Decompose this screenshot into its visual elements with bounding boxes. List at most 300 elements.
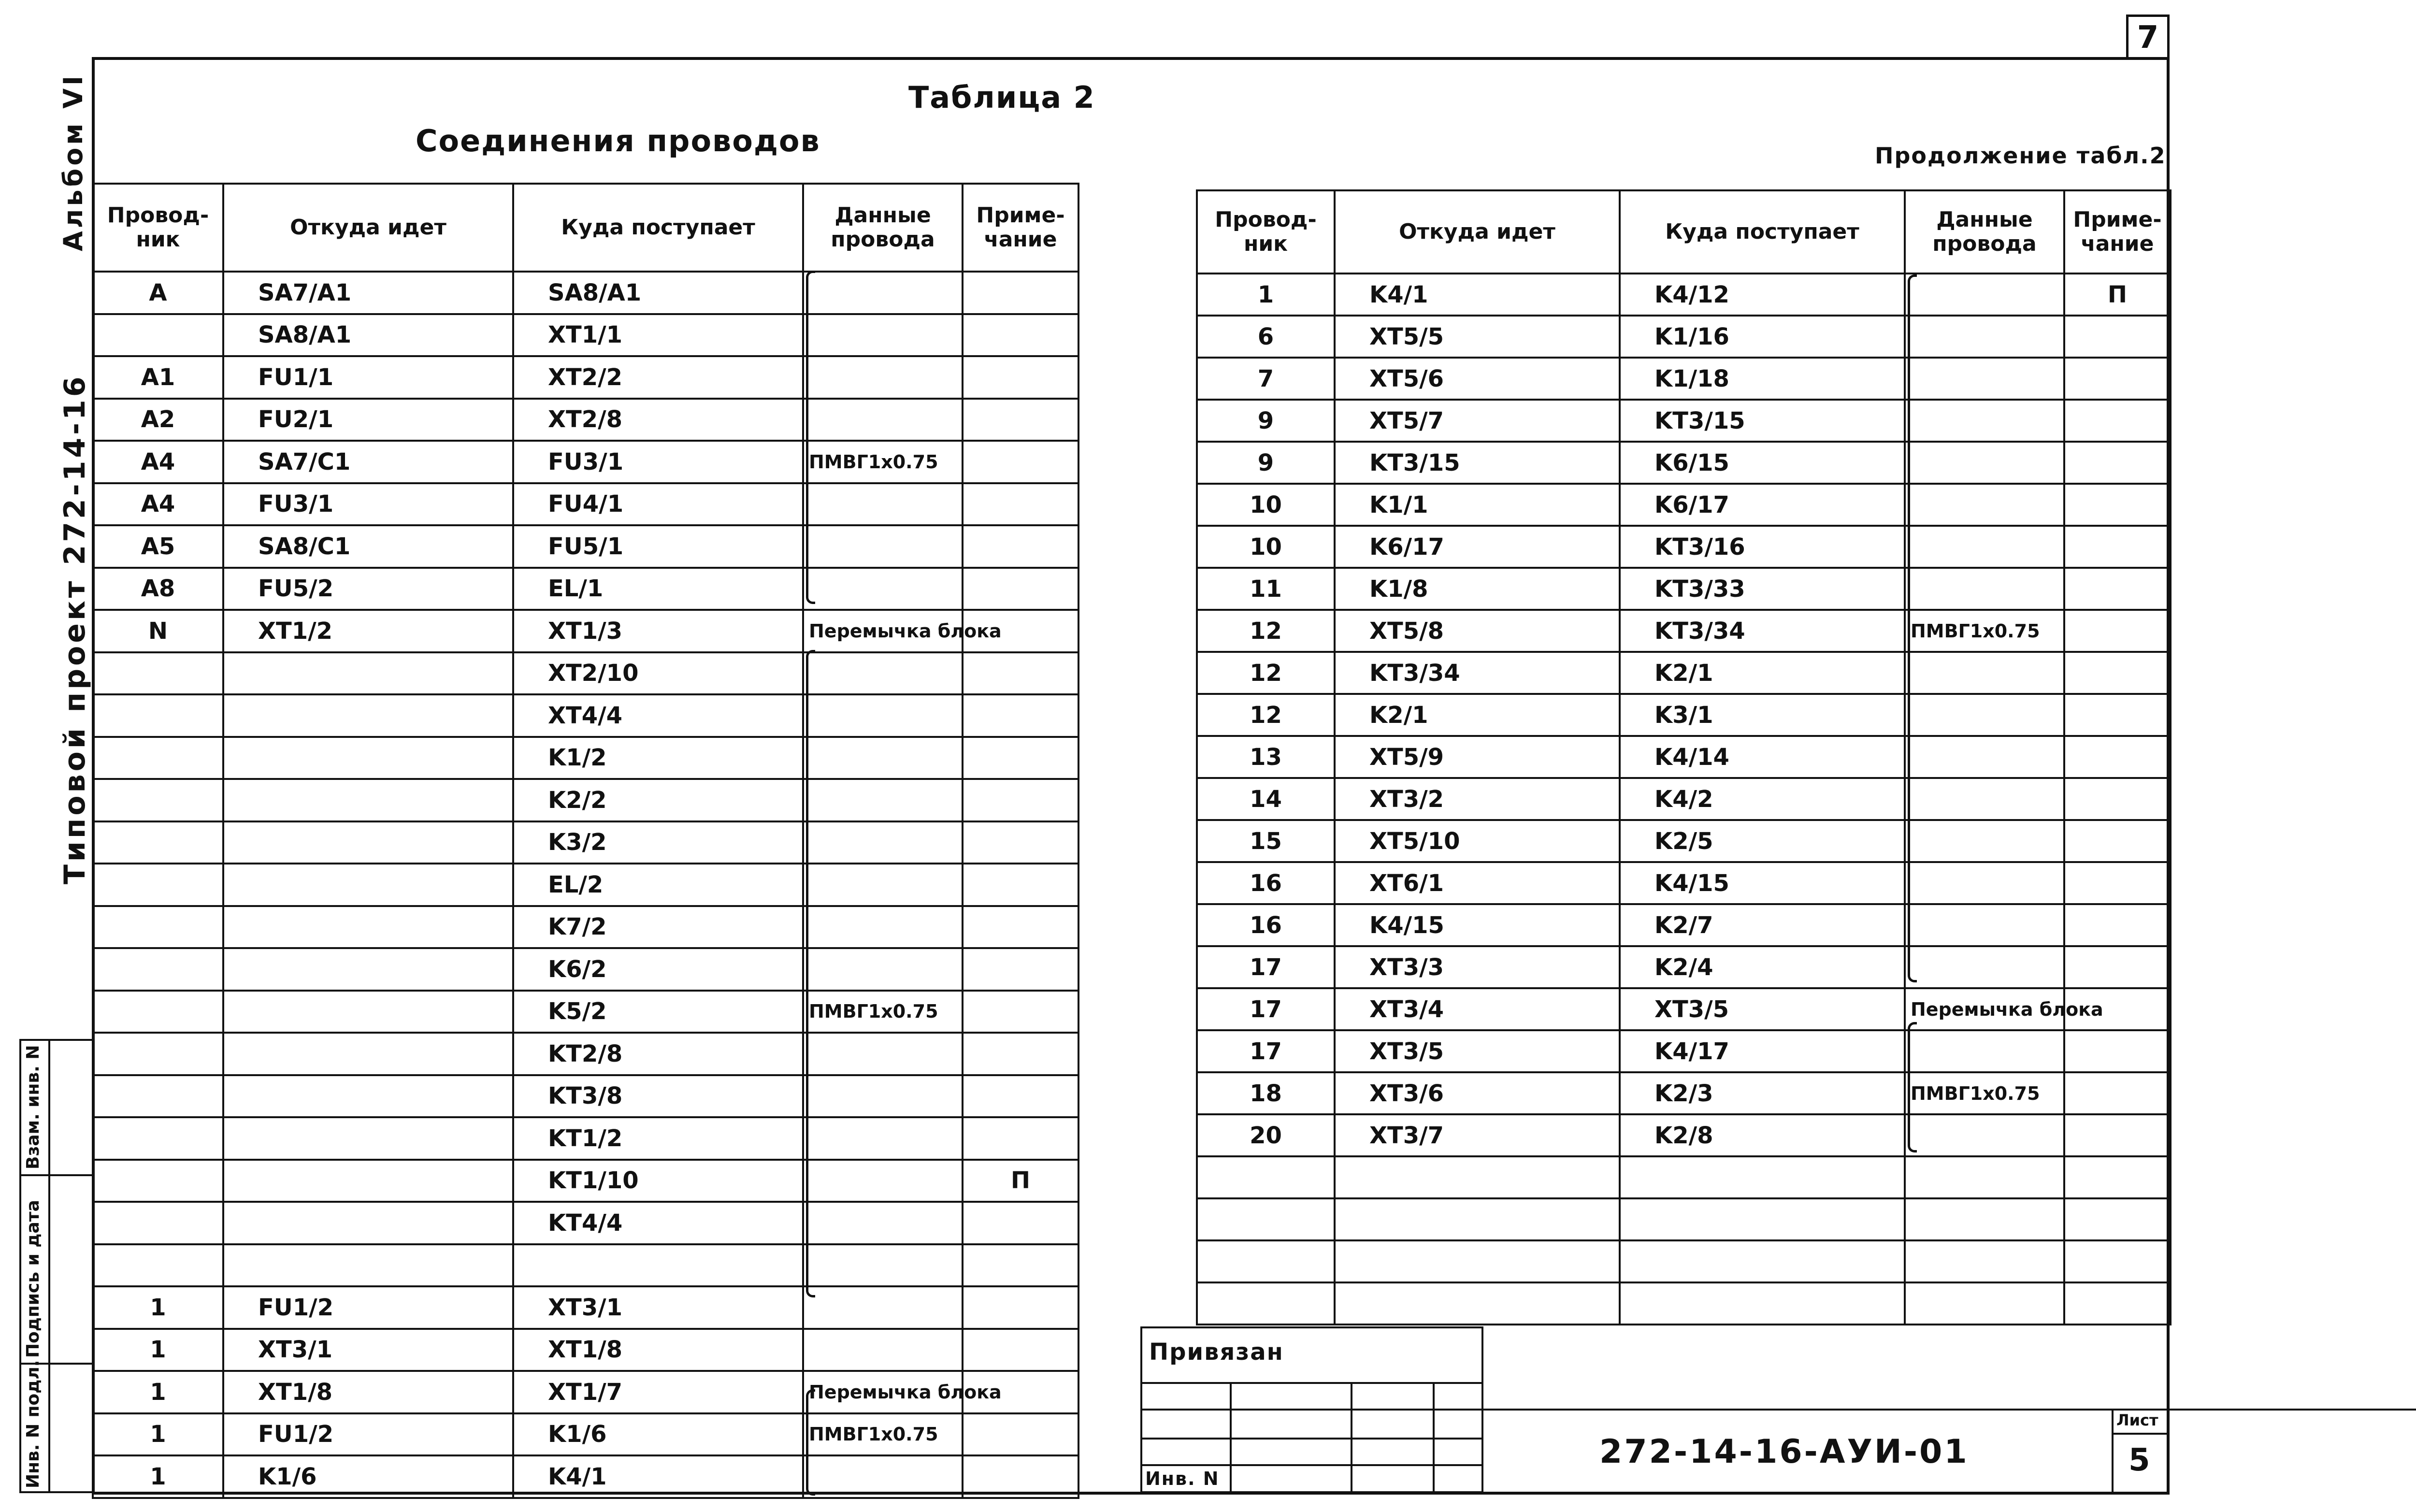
to-cell: K3/2 <box>513 821 803 864</box>
wire-cell <box>93 1202 223 1244</box>
table-row <box>1197 526 2171 568</box>
stamp-line-1 <box>1140 1382 1483 1384</box>
table-row <box>1197 1282 2171 1325</box>
from-cell <box>223 991 513 1033</box>
table-row <box>93 1286 1079 1329</box>
data-cell <box>1905 1114 2064 1156</box>
from-cell: XT5/9 <box>1335 736 1620 778</box>
wire-cell: 12 <box>1197 610 1335 652</box>
left-table-label: Таблица 2 <box>908 80 1095 115</box>
data-cell <box>1905 904 2064 946</box>
note-cell <box>2064 820 2171 862</box>
table-row <box>1197 904 2171 946</box>
to-cell: K2/8 <box>1620 1114 1905 1156</box>
from-cell: XT5/5 <box>1335 316 1620 358</box>
header-note: Приме-чание <box>963 184 1079 272</box>
data-cell <box>1905 1240 2064 1282</box>
to-cell: KT3/16 <box>1620 526 1905 568</box>
note-cell <box>2064 862 2171 904</box>
from-cell <box>223 652 513 695</box>
to-cell: K4/12 <box>1620 274 1905 316</box>
list-label: Лист <box>2116 1411 2158 1429</box>
wire-cell: A <box>93 272 223 314</box>
data-cell <box>803 737 963 779</box>
note-cell <box>963 779 1079 821</box>
wire-cell: 12 <box>1197 652 1335 694</box>
from-cell: K4/15 <box>1335 904 1620 946</box>
data-cell <box>803 1202 963 1244</box>
from-cell: FU1/2 <box>223 1413 513 1456</box>
data-brace <box>806 271 815 604</box>
note-cell <box>2064 694 2171 736</box>
from-cell: SA8/C1 <box>223 525 513 568</box>
wire-cell <box>93 821 223 864</box>
table-row <box>1197 400 2171 442</box>
privyazan-label: Привязан <box>1149 1339 1284 1366</box>
to-cell <box>513 1244 803 1287</box>
to-cell: XT1/7 <box>513 1371 803 1413</box>
side-vzam-inv: Взам. инв. N <box>23 1045 43 1169</box>
wire-cell: 15 <box>1197 820 1335 862</box>
table-row <box>93 737 1079 779</box>
to-cell: K1/2 <box>513 737 803 779</box>
stamp-line-2 <box>1140 1409 2416 1411</box>
wire-cell <box>93 652 223 695</box>
note-cell <box>2064 1198 2171 1240</box>
wire-cell: 10 <box>1197 484 1335 526</box>
note-cell <box>2064 946 2171 988</box>
table-row <box>93 821 1079 864</box>
wire-cell <box>93 1075 223 1118</box>
to-cell: K2/2 <box>513 779 803 821</box>
note-cell <box>963 483 1079 526</box>
to-cell: XT1/1 <box>513 314 803 357</box>
data-cell <box>803 1117 963 1160</box>
from-cell: XT5/8 <box>1335 610 1620 652</box>
wire-cell <box>93 1117 223 1160</box>
note-cell <box>963 652 1079 695</box>
wire-cell: N <box>93 610 223 652</box>
table-row <box>93 399 1079 441</box>
from-cell: XT3/4 <box>1335 988 1620 1030</box>
data-cell <box>803 525 963 568</box>
data-cell <box>803 948 963 991</box>
note-cell <box>2064 1156 2171 1198</box>
data-cell: ПМВГ1х0.75 <box>803 441 963 483</box>
note-cell <box>2064 610 2171 652</box>
from-cell <box>223 1160 513 1202</box>
header-note: Приме-чание <box>2064 190 2171 274</box>
note-cell <box>963 356 1079 399</box>
wire-cell <box>93 737 223 779</box>
table-row <box>1197 778 2171 820</box>
to-cell: FU5/1 <box>513 525 803 568</box>
from-cell: K6/17 <box>1335 526 1620 568</box>
note-cell <box>2064 568 2171 610</box>
wire-cell: A2 <box>93 399 223 441</box>
table-row <box>93 314 1079 357</box>
data-cell <box>1905 274 2064 316</box>
table-row <box>93 1033 1079 1075</box>
to-cell: K7/2 <box>513 906 803 949</box>
table-row <box>93 1371 1079 1413</box>
note-cell <box>963 1286 1079 1329</box>
note-cell <box>963 314 1079 357</box>
wire-cell <box>93 1160 223 1202</box>
from-cell: SA8/A1 <box>223 314 513 357</box>
note-cell <box>963 441 1079 483</box>
wire-cell: 7 <box>1197 358 1335 400</box>
table-row <box>93 1244 1079 1287</box>
note-cell <box>2064 1240 2171 1282</box>
note-cell: П <box>963 1160 1079 1202</box>
data-cell <box>803 1033 963 1075</box>
data-cell <box>803 1160 963 1202</box>
left-header-row <box>93 184 1079 272</box>
data-brace <box>1908 274 1917 982</box>
data-cell <box>1905 736 2064 778</box>
note-cell <box>2064 778 2171 820</box>
data-cell: ПМВГ1х0.75 <box>803 1413 963 1456</box>
wire-cell: A4 <box>93 483 223 526</box>
table-row <box>1197 442 2171 484</box>
from-cell <box>223 948 513 991</box>
to-cell: XT4/4 <box>513 694 803 737</box>
data-cell <box>1905 1156 2064 1198</box>
right-table-continuation: Продолжение табл.2 <box>1875 143 2166 169</box>
data-cell <box>1905 568 2064 610</box>
data-cell <box>803 1244 963 1287</box>
table-row <box>93 906 1079 949</box>
data-cell: ПМВГ1х0.75 <box>803 991 963 1033</box>
from-cell: FU1/1 <box>223 356 513 399</box>
frame-top <box>92 57 2170 60</box>
data-brace <box>806 1389 815 1496</box>
wire-cell: 1 <box>93 1371 223 1413</box>
data-cell <box>803 272 963 314</box>
table-row <box>93 441 1079 483</box>
from-cell <box>223 906 513 949</box>
data-cell <box>803 356 963 399</box>
inv-n-label: Инв. N <box>1145 1468 1220 1489</box>
note-cell <box>2064 442 2171 484</box>
to-cell: XT3/1 <box>513 1286 803 1329</box>
from-cell <box>1335 1198 1620 1240</box>
wire-cell <box>93 948 223 991</box>
table-row <box>1197 1114 2171 1156</box>
to-cell: K5/2 <box>513 991 803 1033</box>
to-cell: K6/17 <box>1620 484 1905 526</box>
from-cell: XT6/1 <box>1335 862 1620 904</box>
album-label: Альбом VI <box>58 72 88 251</box>
data-cell: Перемычка блока <box>1905 988 2064 1030</box>
note-cell <box>963 1329 1079 1371</box>
side-inv-podl: Инв. N подл. <box>23 1360 43 1488</box>
wire-cell: A8 <box>93 568 223 610</box>
to-cell: K2/7 <box>1620 904 1905 946</box>
header-data: Данные провода <box>1905 190 2064 274</box>
data-cell: Перемычка блока <box>803 610 963 652</box>
data-cell <box>1905 778 2064 820</box>
data-cell <box>803 314 963 357</box>
data-cell <box>803 568 963 610</box>
from-cell <box>223 821 513 864</box>
table-row <box>1197 820 2171 862</box>
from-cell: K2/1 <box>1335 694 1620 736</box>
wire-cell <box>1197 1282 1335 1325</box>
doc-code: 272-14-16-АУИ-01 <box>1599 1433 1969 1471</box>
project-label: Типовой проект 272-14-16 <box>58 374 92 884</box>
wire-cell: 10 <box>1197 526 1335 568</box>
note-cell <box>2064 526 2171 568</box>
data-cell <box>1905 694 2064 736</box>
from-cell <box>223 1117 513 1160</box>
note-cell <box>963 1455 1079 1498</box>
wire-cell: 1 <box>93 1455 223 1498</box>
to-cell: KT4/4 <box>513 1202 803 1244</box>
side-stamp-divider-1 <box>19 1174 95 1176</box>
note-cell <box>963 525 1079 568</box>
note-cell <box>2064 1282 2171 1325</box>
table-row <box>93 1329 1079 1371</box>
wire-cell: A1 <box>93 356 223 399</box>
to-cell: K2/4 <box>1620 946 1905 988</box>
from-cell <box>223 737 513 779</box>
from-cell: FU1/2 <box>223 1286 513 1329</box>
to-cell: XT1/3 <box>513 610 803 652</box>
left-connections-table <box>92 183 1079 1499</box>
header-data: Данные провода <box>803 184 963 272</box>
wire-cell: 6 <box>1197 316 1335 358</box>
wire-cell: 9 <box>1197 442 1335 484</box>
table-row <box>1197 862 2171 904</box>
to-cell: XT1/8 <box>513 1329 803 1371</box>
from-cell <box>1335 1282 1620 1325</box>
wire-cell: 17 <box>1197 1030 1335 1072</box>
from-cell: XT3/2 <box>1335 778 1620 820</box>
table-row <box>1197 1198 2171 1240</box>
table-row <box>93 1413 1079 1456</box>
table-row <box>1197 358 2171 400</box>
table-row <box>93 991 1079 1033</box>
stamp-line-4 <box>1140 1464 1483 1466</box>
header-wire: Провод-ник <box>93 184 223 272</box>
wire-cell: 13 <box>1197 736 1335 778</box>
note-cell <box>963 694 1079 737</box>
to-cell: K4/15 <box>1620 862 1905 904</box>
wire-cell: 20 <box>1197 1114 1335 1156</box>
to-cell: SA8/A1 <box>513 272 803 314</box>
side-stamp-divider-v <box>48 1039 50 1493</box>
from-cell <box>1335 1156 1620 1198</box>
note-cell <box>2064 1072 2171 1114</box>
stamp-vline-1 <box>1230 1382 1232 1493</box>
table-row <box>1197 274 2171 316</box>
wire-cell <box>93 991 223 1033</box>
wire-cell <box>1197 1240 1335 1282</box>
data-cell <box>1905 526 2064 568</box>
to-cell: K6/2 <box>513 948 803 991</box>
to-cell: EL/1 <box>513 568 803 610</box>
to-cell <box>1620 1198 1905 1240</box>
note-cell <box>963 864 1079 906</box>
to-cell: K1/6 <box>513 1413 803 1456</box>
from-cell: XT3/3 <box>1335 946 1620 988</box>
wire-cell <box>93 1244 223 1287</box>
note-cell <box>963 991 1079 1033</box>
table-row <box>1197 484 2171 526</box>
data-cell <box>1905 1282 2064 1325</box>
data-cell <box>803 694 963 737</box>
data-cell <box>803 1286 963 1329</box>
data-cell <box>803 399 963 441</box>
table-row <box>93 356 1079 399</box>
to-cell: K2/1 <box>1620 652 1905 694</box>
from-cell: K1/1 <box>1335 484 1620 526</box>
from-cell <box>223 1033 513 1075</box>
from-cell: XT1/2 <box>223 610 513 652</box>
from-cell: KT3/34 <box>1335 652 1620 694</box>
from-cell: XT5/6 <box>1335 358 1620 400</box>
data-cell <box>1905 820 2064 862</box>
wire-cell: A4 <box>93 441 223 483</box>
from-cell <box>223 1202 513 1244</box>
data-brace <box>806 650 815 1297</box>
data-cell <box>1905 484 2064 526</box>
to-cell: K1/16 <box>1620 316 1905 358</box>
data-cell <box>803 906 963 949</box>
data-cell <box>803 864 963 906</box>
wire-cell: 1 <box>93 1329 223 1371</box>
note-cell <box>963 1075 1079 1118</box>
note-cell <box>2064 484 2171 526</box>
wire-cell: 12 <box>1197 694 1335 736</box>
wire-cell: 1 <box>93 1286 223 1329</box>
note-cell <box>2064 652 2171 694</box>
from-cell: KT3/15 <box>1335 442 1620 484</box>
data-cell: Перемычка блока <box>803 1371 963 1413</box>
table-row <box>93 525 1079 568</box>
table-row <box>1197 736 2171 778</box>
data-cell <box>1905 358 2064 400</box>
from-cell: FU5/2 <box>223 568 513 610</box>
to-cell <box>1620 1282 1905 1325</box>
wire-cell <box>93 314 223 357</box>
to-cell: K4/1 <box>513 1455 803 1498</box>
from-cell: XT3/1 <box>223 1329 513 1371</box>
table-row <box>1197 316 2171 358</box>
from-cell: XT1/8 <box>223 1371 513 1413</box>
wire-cell <box>93 1033 223 1075</box>
from-cell <box>223 1244 513 1287</box>
wire-cell <box>93 694 223 737</box>
wire-cell: 1 <box>1197 274 1335 316</box>
data-cell <box>1905 442 2064 484</box>
to-cell: KT2/8 <box>513 1033 803 1075</box>
table-row <box>93 610 1079 652</box>
wire-cell: 16 <box>1197 862 1335 904</box>
from-cell: K1/8 <box>1335 568 1620 610</box>
table-row <box>1197 652 2171 694</box>
from-cell: XT3/6 <box>1335 1072 1620 1114</box>
list-number: 5 <box>2128 1442 2151 1478</box>
to-cell: XT3/5 <box>1620 988 1905 1030</box>
to-cell: KT1/2 <box>513 1117 803 1160</box>
table-row <box>93 1160 1079 1202</box>
stamp-line-3 <box>1140 1438 1483 1440</box>
wire-cell: A5 <box>93 525 223 568</box>
from-cell <box>223 694 513 737</box>
note-cell <box>963 737 1079 779</box>
page-number-box <box>2126 14 2170 60</box>
table-row <box>93 272 1079 314</box>
header-from: Откуда идет <box>223 184 513 272</box>
table-row <box>93 1455 1079 1498</box>
data-cell: ПМВГ1х0.75 <box>1905 610 2064 652</box>
wire-cell <box>1197 1156 1335 1198</box>
note-cell <box>963 906 1079 949</box>
to-cell <box>1620 1156 1905 1198</box>
table-row <box>1197 568 2171 610</box>
table-row <box>1197 1156 2171 1198</box>
data-cell <box>803 1075 963 1118</box>
from-cell <box>223 779 513 821</box>
data-cell <box>1905 862 2064 904</box>
side-podpis-data: Подпись и дата <box>23 1200 43 1358</box>
data-cell <box>1905 316 2064 358</box>
table-row <box>93 483 1079 526</box>
header-to: Куда поступает <box>1620 190 1905 274</box>
to-cell: KT1/10 <box>513 1160 803 1202</box>
note-cell: П <box>2064 274 2171 316</box>
to-cell: FU4/1 <box>513 483 803 526</box>
note-cell <box>2064 1030 2171 1072</box>
from-cell: XT5/7 <box>1335 400 1620 442</box>
table-row <box>1197 610 2171 652</box>
data-cell <box>1905 652 2064 694</box>
note-cell <box>2064 1114 2171 1156</box>
wire-cell: 18 <box>1197 1072 1335 1114</box>
to-cell: XT2/10 <box>513 652 803 695</box>
to-cell: KT3/8 <box>513 1075 803 1118</box>
data-cell <box>1905 1030 2064 1072</box>
to-cell: KT3/33 <box>1620 568 1905 610</box>
list-box-divider <box>2112 1433 2170 1435</box>
to-cell: K4/14 <box>1620 736 1905 778</box>
note-cell <box>963 1033 1079 1075</box>
from-cell: K1/6 <box>223 1455 513 1498</box>
table-row <box>93 864 1079 906</box>
to-cell: K3/1 <box>1620 694 1905 736</box>
note-cell <box>963 1244 1079 1287</box>
to-cell: K4/17 <box>1620 1030 1905 1072</box>
to-cell: KT3/34 <box>1620 610 1905 652</box>
header-from: Откуда идет <box>1335 190 1620 274</box>
note-cell <box>2064 736 2171 778</box>
wire-cell <box>93 906 223 949</box>
data-brace <box>1908 1022 1917 1152</box>
from-cell: SA7/A1 <box>223 272 513 314</box>
from-cell: SA7/C1 <box>223 441 513 483</box>
data-cell <box>803 1329 963 1371</box>
to-cell: K2/5 <box>1620 820 1905 862</box>
data-cell: ПМВГ1х0.75 <box>1905 1072 2064 1114</box>
table-row <box>93 1075 1079 1118</box>
note-cell <box>963 399 1079 441</box>
wire-cell: 17 <box>1197 988 1335 1030</box>
data-cell <box>1905 400 2064 442</box>
wire-cell: 1 <box>93 1413 223 1456</box>
